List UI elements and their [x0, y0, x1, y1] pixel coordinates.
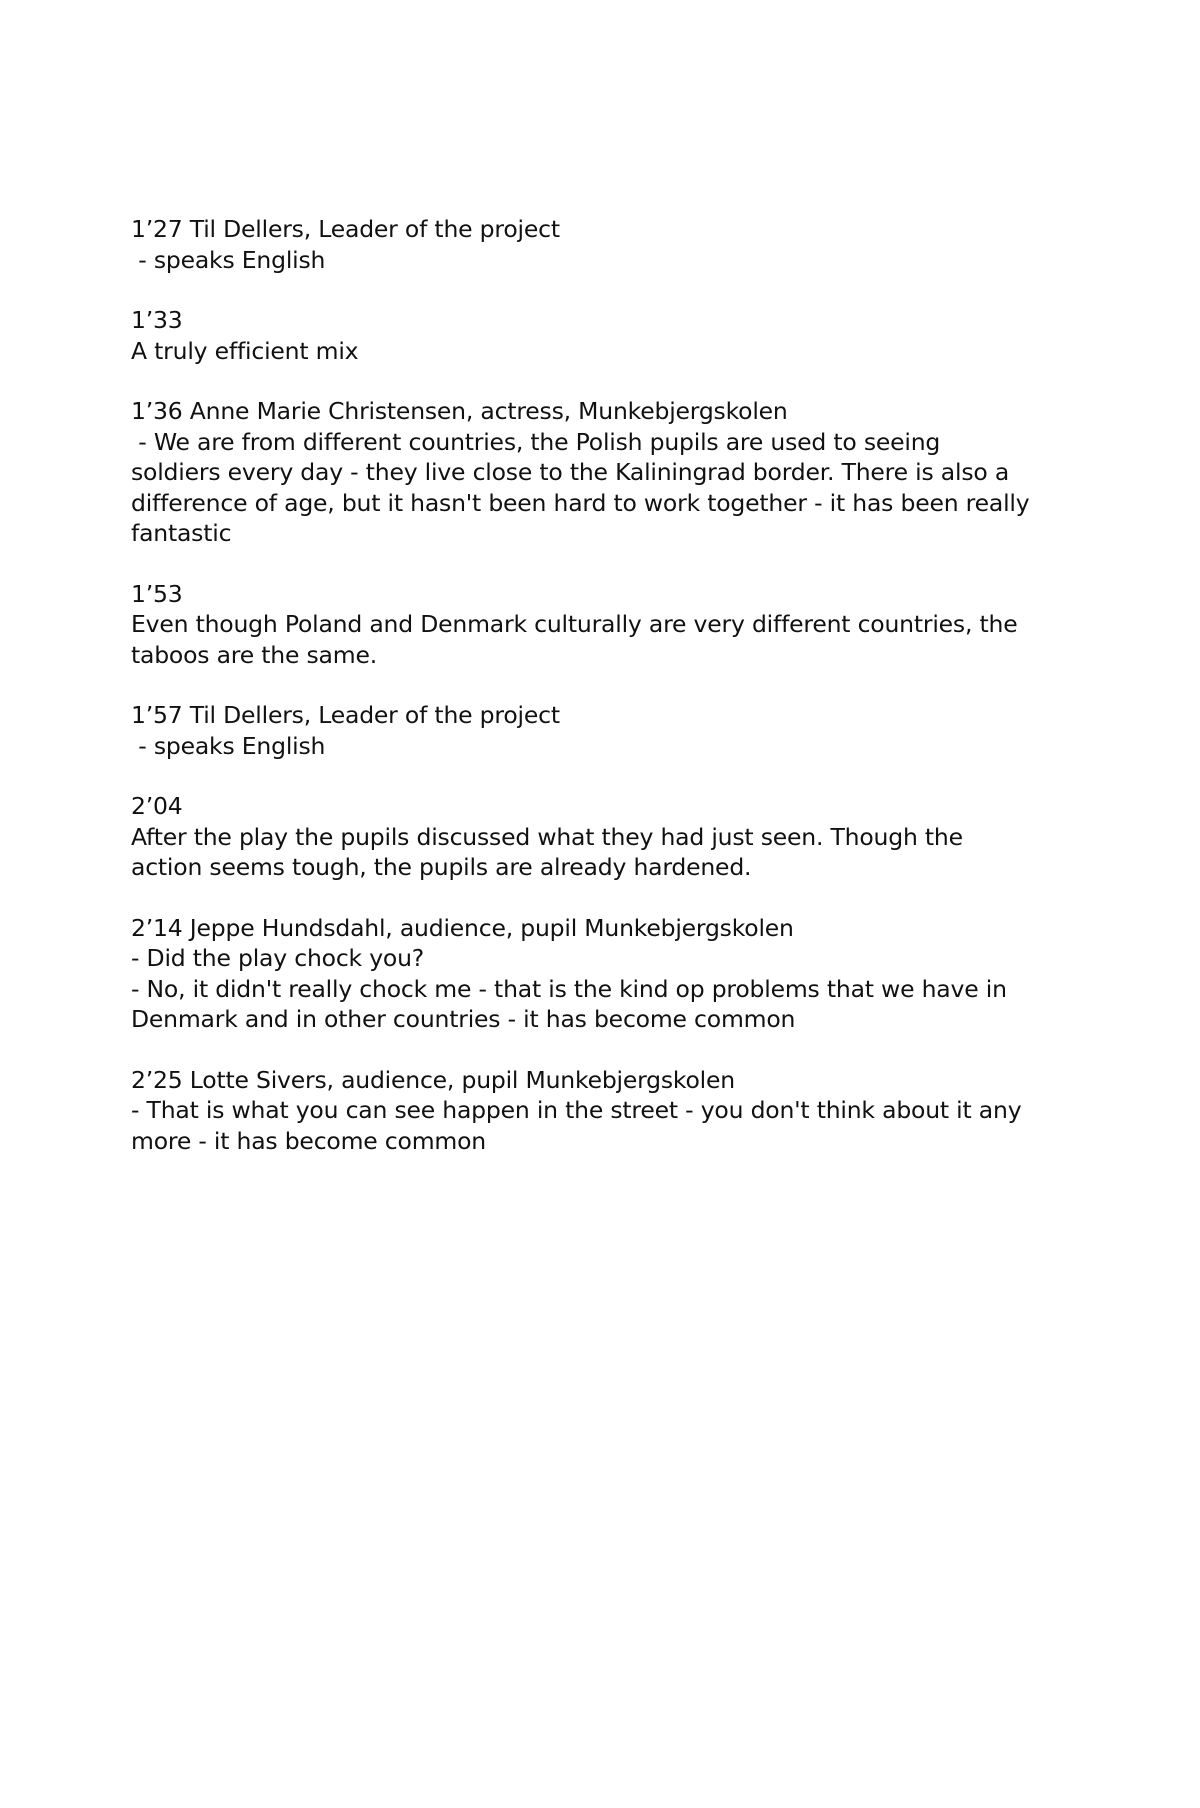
entry-text: Denmark and in other countries - it has become common	[131, 1005, 796, 1033]
entry-heading: 2’14 Jeppe Hundsdahl, audience, pupil Munkebjergskolen	[131, 913, 794, 942]
entry-text: fantastic	[131, 519, 232, 547]
transcript-entry-1-33	[131, 305, 1031, 366]
transcript-body	[131, 214, 1031, 1186]
entry-heading: 1’57 Til Dellers, Leader of the project	[131, 701, 560, 729]
entry-timecode: 1’53	[131, 579, 183, 608]
entry-text: - speaks English	[131, 245, 326, 274]
entry-text: taboos are the same.	[131, 640, 377, 669]
transcript-entry-1-53	[131, 579, 1031, 671]
entry-text: Even though Poland and Denmark culturally are very different countries, the	[131, 610, 1018, 638]
entry-text: - We are from different countries, the Polish pupils are used to seeing	[131, 427, 941, 456]
entry-heading: 1’27 Til Dellers, Leader of the project	[131, 215, 560, 243]
entry-text: - speaks English	[131, 731, 326, 760]
entry-heading: 2’25 Lotte Sivers, audience, pupil Munkebjergskolen	[131, 1065, 735, 1094]
entry-text: - No, it didn't really chock me - that is the kind op problems that we have in	[131, 974, 1007, 1003]
entry-text: - Did the play chock you?	[131, 944, 425, 972]
entry-heading: 1’36 Anne Marie Christensen, actress, Munkebjergskolen	[131, 397, 788, 425]
entry-timecode: 1’33	[131, 306, 183, 334]
entry-text: After the play the pupils discussed what they had just seen. Though the	[131, 822, 963, 851]
entry-timecode: 2’04	[131, 792, 183, 820]
entry-text: difference of age, but it hasn't been hard to work together - it has been really	[131, 488, 1030, 517]
transcript-entry-1-27	[131, 214, 1031, 275]
transcript-entry-1-36	[131, 396, 1031, 549]
entry-text: A truly efficient mix	[131, 336, 359, 365]
entry-text: - That is what you can see happen in the street - you don't think about it any	[131, 1096, 1022, 1124]
transcript-entry-2-14	[131, 913, 1031, 1035]
transcript-entry-1-57	[131, 700, 1031, 761]
entry-text: action seems tough, the pupils are already hardened.	[131, 853, 752, 881]
entry-text: more - it has become common	[131, 1126, 486, 1155]
entry-text: soldiers every day - they live close to the Kaliningrad border. There is also a	[131, 458, 1010, 486]
transcript-entry-2-25	[131, 1065, 1031, 1157]
transcript-entry-2-04	[131, 791, 1031, 883]
